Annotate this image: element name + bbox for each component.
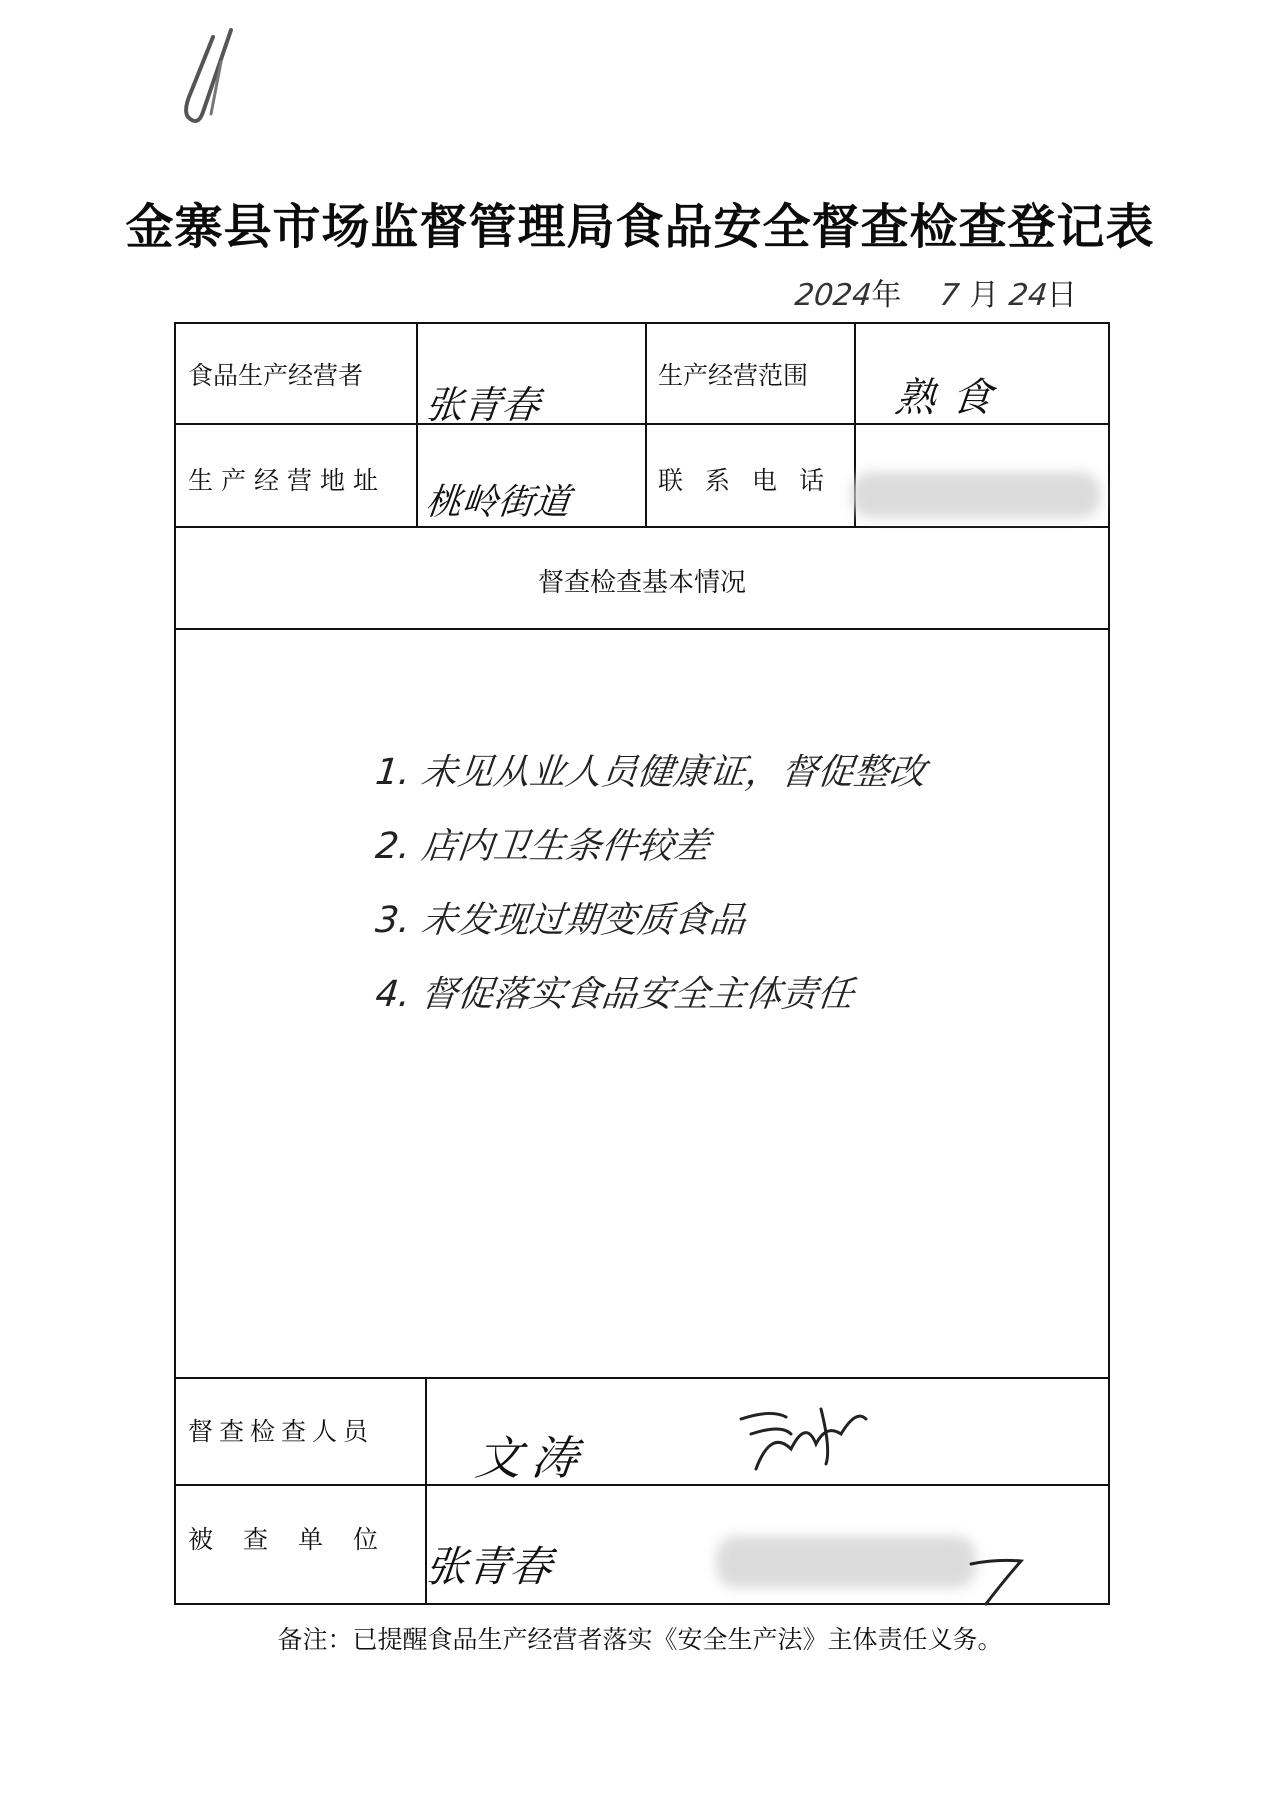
redacted-signature <box>716 1536 976 1588</box>
phone-label: 联系电话 <box>658 466 847 495</box>
inspected-signature: 张青春 <box>423 1542 555 1591</box>
scope-label: 生产经营范围 <box>658 361 809 390</box>
finding-item: 1. 未见从业人员健康证，督促整改 <box>373 752 928 793</box>
finding-item: 3. 未发现过期变质食品 <box>373 900 748 941</box>
inspection-form <box>174 322 1110 1605</box>
page-title: 金寨县市场监督管理局食品安全督查检查登记表 <box>125 199 1155 255</box>
inspectors-label: 督查检查人员 <box>188 1417 375 1446</box>
producer-label: 食品生产经营者 <box>188 361 364 390</box>
date-year-label: 年 <box>871 278 902 313</box>
signature-stroke <box>966 1549 1036 1609</box>
inspector-signature-2 <box>731 1389 871 1479</box>
finding-item: 2. 店内卫生条件较差 <box>373 826 712 867</box>
date-day-label: 日 <box>1046 278 1077 313</box>
finding-item: 4. 督促落实食品安全主体责任 <box>373 974 856 1015</box>
date-month-label: 月 <box>969 278 1000 313</box>
date-month: 7 <box>938 278 962 313</box>
producer-value: 张青春 <box>423 383 542 427</box>
paper-clip-icon <box>183 22 253 132</box>
inspected-label: 被查单位 <box>188 1525 409 1554</box>
address-value: 桃岭街道 <box>423 482 572 523</box>
date-year: 2024 <box>793 278 874 313</box>
inspector-signature-1: 文涛 <box>472 1431 591 1485</box>
date-line <box>795 270 1077 314</box>
date-day: 24 <box>1006 278 1049 313</box>
section-title: 督查检查基本情况 <box>537 568 746 598</box>
scope-value: 熟食 <box>893 375 1011 421</box>
redacted-phone <box>851 472 1101 518</box>
address-label: 生产经营地址 <box>188 466 387 495</box>
remark: 备注：已提醒食品生产经营者落实《安全生产法》主体责任义务。 <box>277 1625 1003 1654</box>
